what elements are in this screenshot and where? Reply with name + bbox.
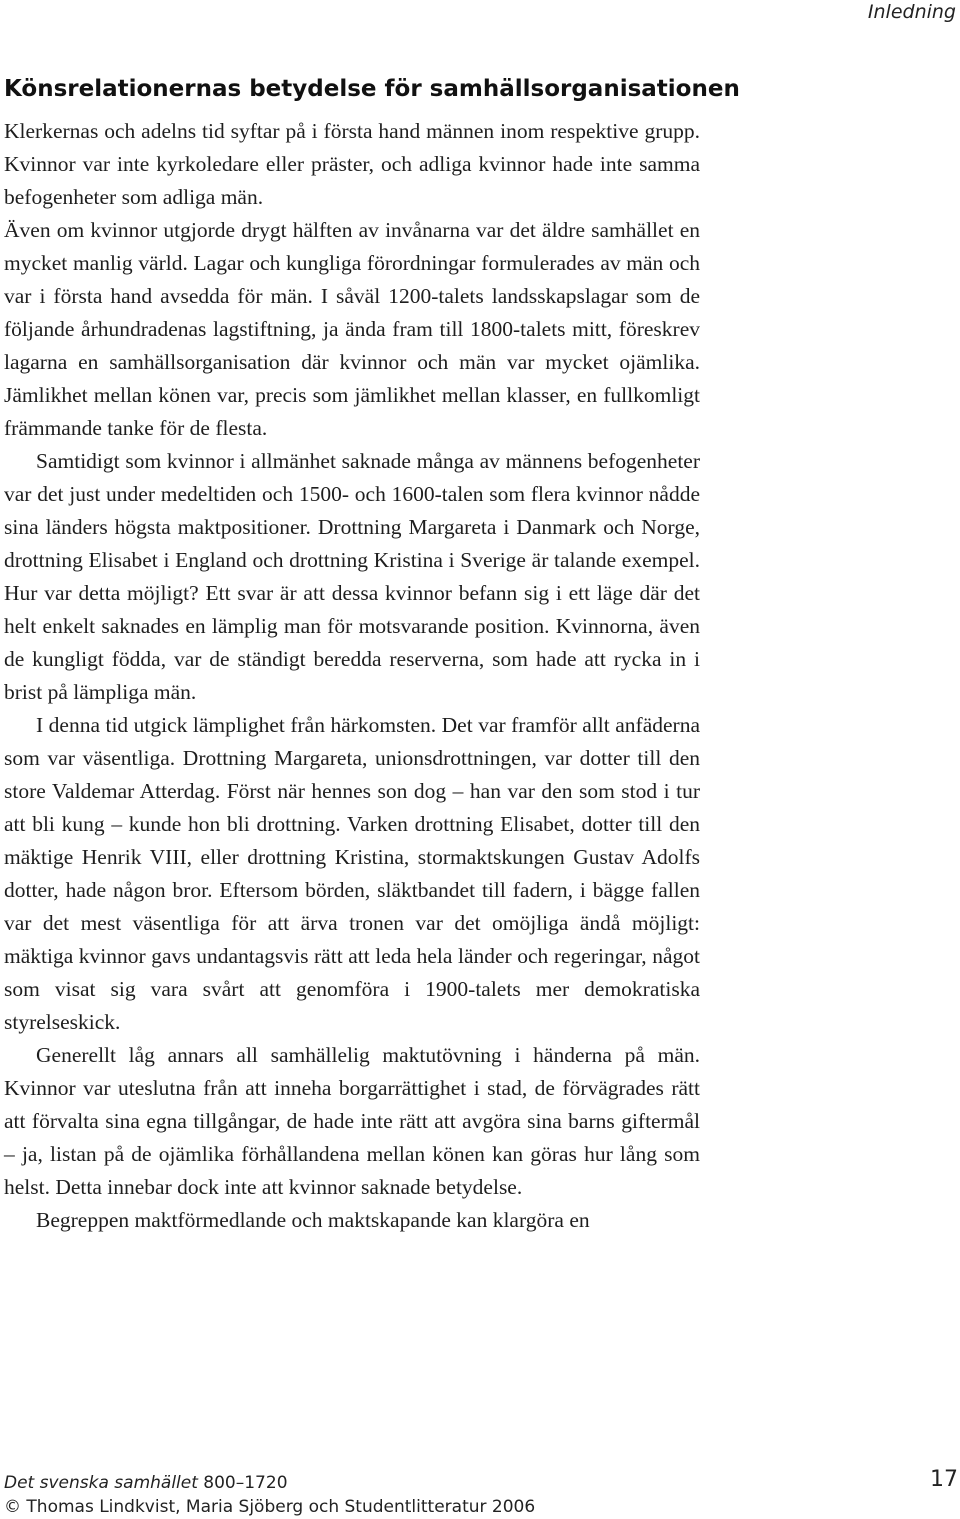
page-number: 17 [930,1467,958,1492]
footer-book-line [4,1471,535,1495]
copyright-line: © Thomas Lindkvist, Maria Sjöberg och Studentlitteratur 2006 [4,1497,536,1517]
paragraph-5: Generellt låg annars all samhällelig maktutövning i händerna på män. Kvinnor var uteslutna från att inneha borgarrättighet i stad, de förvägrades rätt att förvalta sina egna tillgångar, de hade inte rätt att avgöra sina barns giftermål – ja, listan på de ojämlika förhållandena mellan könen kan göras hur lång som helst. Detta innebar dock inte att kvinnor saknade betydelse. [4,1043,700,1199]
paragraph-1: Klerkernas och adelns tid syftar på i första hand männen inom respektive grupp. Kvinnor var inte kyrkoledare eller präster, och adliga kvinnor hade inte samma befogenheter som adliga män. [4,119,700,209]
running-head: Inledning [867,1,956,23]
section-heading: Könsrelationernas betydelse för samhällsorganisationen [4,76,740,102]
page-footer [4,1471,535,1519]
book-title: Det svenska samhället [4,1473,198,1493]
paragraph-3: Samtidigt som kvinnor i allmänhet saknade många av männens befogenheter var det just under medeltiden och 1500- och 1600-talen som flera kvinnor nådde sina länders högsta maktpositioner. Drottning Margareta i Danmark och Norge, drottning Elisabet i England och drottning Kristina i Sverige är talande exempel. Hur var detta möjligt? Ett svar är att dessa kvinnor befann sig i ett läge där det helt enkelt saknades en lämplig man för motsvarande position. Kvinnorna, även de kungligt födda, var de ständigt beredda reserverna, som hade att rycka in i brist på lämpliga män. [4,449,700,704]
book-years: 800–1720 [197,1473,288,1493]
paragraph-6: Begreppen maktförmedlande och maktskapande kan klargöra en [36,1208,590,1232]
body-text [4,115,700,1237]
paragraph-4: I denna tid utgick lämplighet från härkomsten. Det var framför allt anfäderna som var väsentliga. Drottning Margareta, unionsdrottningen, var dotter till den store Valdemar Atterdag. Först när hennes son dog – han var den som stod i tur att bli kung – kunde hon bli drottning. Varken drottning Elisabet, dotter till den mäktige Henrik VIII, eller drottning Kristina, stormaktskungen Gustav Adolfs dotter, hade någon bror. Eftersom börden, släktbandet till fadern, i bägge fallen var det mest väsentliga för att ärva tronen var det omöjliga ändå möjligt: mäktiga kvinnor gavs undantagsvis rätt att leda hela länder och regeringar, något som visat sig vara svårt att genomföra i 1900-talets mer demokratiska styrelseskick. [4,713,700,1034]
paragraph-2: Även om kvinnor utgjorde drygt hälften av invånarna var det äldre samhället en mycket manlig värld. Lagar och kungliga förordningar formulerades av män och var i första hand avsedda för män. I såväl 1200-talets landsskapslagar som de följande århundradenas lagstiftning, ja ända fram till 1800-talets mitt, föreskrev lagarna en samhällsorganisation där kvinnor och män var mycket ojämlika. Jämlikhet mellan könen var, precis som jämlikhet mellan klasser, en fullkomligt främmande tanke för de flesta. [4,218,700,440]
